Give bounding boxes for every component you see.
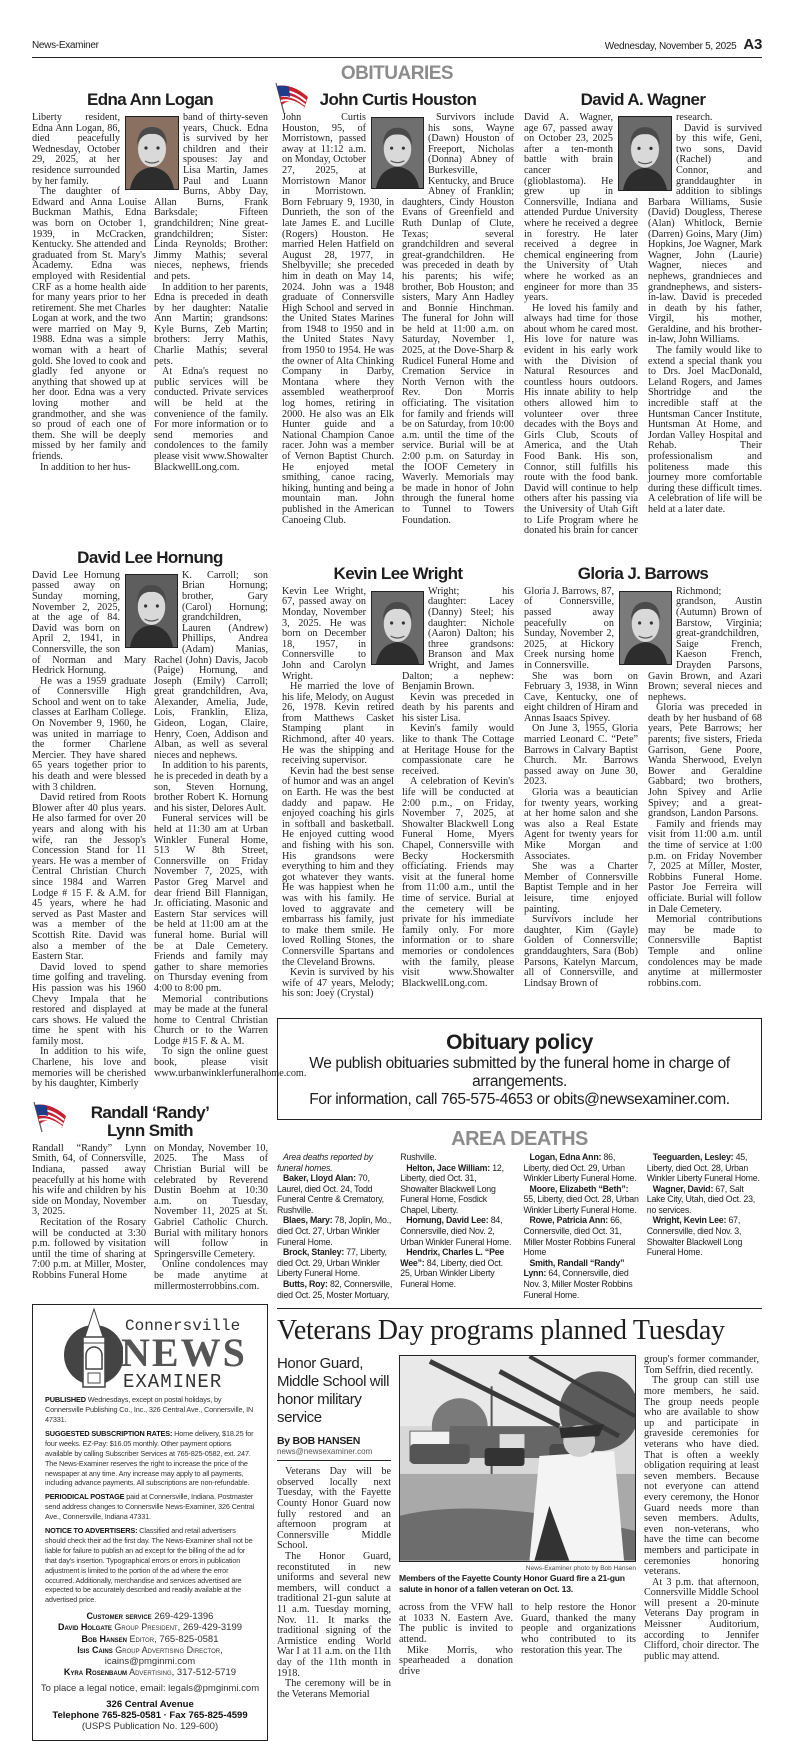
photo-credit: News-Examiner photo by Bob Hansen (525, 1565, 636, 1573)
portrait-photo-david-wagner (618, 116, 672, 191)
contact-role: Group President (111, 1622, 178, 1633)
obituary-paragraph: Liberty resident, Edna Ann Logan, 86, died peacefully Wednesday, October 29, 2025, at her residence surrounded by her family. (32, 112, 120, 187)
story-column-1 (277, 1467, 391, 1700)
legal-notice-info: To place a legal notice, email: legals@pmginmi.com (40, 1682, 260, 1694)
contact-line (33, 1667, 267, 1678)
contact-name: Isis Cains (77, 1644, 113, 1655)
obituary-paragraph: In addition to his wife, Charlene, his love and memories will be cherished by his daughter, Kimberly (32, 1046, 146, 1090)
deceased-name: Wagner, David: (652, 1183, 714, 1194)
right-column (277, 543, 762, 1701)
staff-contacts (33, 1611, 267, 1732)
portrait-image (620, 592, 671, 664)
obituary-section-randall-smith (32, 1104, 268, 1292)
portrait-image (126, 575, 177, 647)
honor-guard-photo-image (400, 1356, 635, 1561)
deceased-name: Butts, Roy: (283, 1279, 328, 1290)
office-phone-fax: Telephone 765-825-0581 · Fax 765-825-4599 (52, 1709, 248, 1721)
deceased-name: Brock, Stanley: (283, 1247, 345, 1258)
obituary-paragraph: Recitation of the Rosary will be conducted at 3:30 p.m. followed by visitation until the time of sharing at 7:00 p.m. at Miller, Moster, Robbins Funeral Home (32, 1217, 146, 1281)
policy-title: Obituary policy (446, 1030, 593, 1054)
page-number: A3 (743, 36, 762, 53)
death-details: 82, Connersville, died Oct. 25, Moster Mortuary, Rushville. (277, 1151, 437, 1300)
story-byline (277, 1435, 391, 1457)
portrait-image (372, 592, 423, 664)
obituary-paragraph: At Edna's request no public services will be conducted. Private services will be held at the convenience of the family. For more information or to send memories and condolences to the family please visit www.Showalter BlackwellLong.com. (154, 366, 268, 473)
portrait-photo-david-hornung (125, 574, 178, 648)
obituary-paragraph: Online condolences may be made anytime at millermosterrobbins.com. (154, 1259, 268, 1292)
section-title: OBITUARIES (340, 63, 454, 84)
portrait-image (619, 117, 671, 190)
obituary-paragraph: He was a 1959 graduate of Connersville High School and went on to take classes at Earlham College. On November 9, 1960, he was united in marriage to the former Charlene Mercier. They have shared 65 years together prior to his death and were blessed with 3 children. (32, 675, 146, 793)
area-death-entry (647, 1152, 762, 1184)
contact-role: Editor (127, 1633, 155, 1644)
area-death-entry (400, 1163, 515, 1216)
obituary-paragraph: She was born on February 3, 1938, in Winn Cave, Kentucky, one of eight children of Hiram and Annas Isaacs Spivey. (524, 670, 638, 724)
obit-heading-line2: Lynn Smith (107, 1120, 193, 1140)
story-column-3 (521, 1603, 636, 1677)
obituary-paragraph: Wright; his daughter: Lacey (Danny) Steel; his daughter: Nichole (Aaron) Dalton; his three grandsons: Branson and Max Wright, and James Dalton; a nephew: Benjamin Brown. (402, 585, 514, 693)
area-death-entry (524, 1184, 639, 1216)
obituary-body-slot (32, 113, 268, 473)
obituary-paragraph: Kevin Lee Wright, 67, passed away on Monday, November 3, 2025. He was born on December 18, 1957, in Connersville to John and Carolyn Wright. (282, 585, 366, 682)
obituary-paragraph: Kevin's family would like to thank The Cottage at Heritage House for the compassionate care he received. (402, 723, 514, 777)
obituary-section-edna-logan (32, 85, 268, 473)
contact-role: Group Advertising Director (112, 1644, 221, 1655)
obituary-paragraph: Randall “Randy” Lynn Smith, 64, of Connersville, Indiana, passed away peacefully at his home with his wife and children by his side on Monday, November 3, 2025. (32, 1142, 146, 1218)
obituary-paragraph: David is survived by this wife, Geni, two sons, David (Rachel) and Connor, and granddaughter in addition to siblings Barbara Williams, Susie (David) Dougless, Therese (Alan) Whitlock, Bernie (Darren) Goins, Mary (Jim) Hopkins, Joe Wagner, Mark Wagner, John (Laurie) Wagner, nieces and nephews, grandnieces and grandnephews, and sisters-in-law. David is preceded in death by his father, Virgil, his mother, Geraldine, and his brother-in-law, John Williams. (648, 122, 762, 346)
obituary-paragraph: Kevin is survived by his wife of 47 years, Melody; his son: Joey (Crystal) (282, 967, 394, 1000)
story-headline: Veterans Day programs planned Tuesday (277, 1315, 725, 1347)
area-death-entry (524, 1215, 639, 1257)
contact-name: Kyra Rosenbaum (63, 1667, 128, 1678)
obituary-paragraph: John Curtis Houston, 95, of Morristown, passed away at 11:12 a.m. on Monday, October 27, 2025, at Morristown Manor in Morristown. Born February 9, 1930, in Dunrieth, the son of the late James E. and Lucille (Rogers) Houston. He married Helen Hatfield on August 28, 1977, in Shelbyville; she preceded him in death on May 14, 2024. John was a 1948 graduate of Connersville High School and served in the United States Marines from 1948 to 1950 and in the United States Navy from 1950 to 1954. He was the owner of Alta Chinking Company in Darby, Montana where they assembled weatherproof log homes, retiring in 2000. He also was an Elk Hunter guide and a National Champion Canoe racer. John was a member of Vernon Baptist Church. He enjoyed metal smithing, canoe racing, hiking, hunting and being a mountain man. John published in the American Canoeing Club. (282, 112, 394, 526)
area-death-entry (524, 1258, 639, 1300)
death-details: 67, Connersville, died Nov. 3, Showalter Blackwell Long Funeral Home. (646, 1215, 743, 1258)
area-death-entry (524, 1152, 639, 1184)
page-lower-row (32, 543, 762, 1741)
obituary-gloria-barrows (524, 587, 762, 990)
obituary-section-kevin-wright (282, 543, 514, 1000)
obituary-kevin-wright (282, 587, 514, 1000)
area-death-entry (647, 1184, 762, 1216)
obituary-section-david-hornung (32, 547, 307, 1090)
policy-text-line1: We publish obituaries submitted by the funeral home in charge of arrangements. (309, 1054, 730, 1090)
story-paragraph: The ceremony will be in the Veterans Memorial (277, 1678, 391, 1700)
area-death-entry (400, 1247, 515, 1289)
obituary-column (32, 1144, 146, 1292)
deceased-name: Moore, Elizabeth “Beth”: (529, 1183, 629, 1194)
portrait-image (372, 118, 423, 188)
story-left-stack (277, 1355, 391, 1700)
paper-name: News-Examiner (32, 40, 99, 51)
deceased-name: Teeguarden, Lesley: (652, 1151, 734, 1162)
flag-graphic (32, 1102, 70, 1132)
paragraph-text: paid at Connersville, Indiana. Postmaster send address changes to Connersville News-Examiner, 326 Central Ave., Connersville, Indiana 47331. (45, 1492, 255, 1522)
contact-role: Advertising (127, 1667, 172, 1678)
story-paragraph: At 3 p.m. that afternoon, Connersville Middle School will present a 20-minute Veterans Day program in Meissner Auditorium, according to Jennifer Clifford, choir director. The public may attend. (644, 1576, 759, 1662)
contact-line (33, 1645, 267, 1667)
obit-heading-david-hornung: David Lee Hornung (77, 547, 223, 567)
obituary-paragraph: Family and friends may visit from 11:00 a.m. until the time of service at 1:00 p.m. on Friday November 7, 2025 at Miller, Moster, Robbins Funeral Home. Pastor Joe Ferreira will officiate. Burial will follow in Dale Cemetery. (648, 818, 762, 915)
obituary-body-slot (32, 569, 307, 1090)
story-middle-columns (399, 1603, 636, 1677)
story-paragraph: across from the VFW hall at 1033 N. Eastern Ave. The public is invited to attend. (399, 1602, 513, 1645)
portrait-photo-gloria-barrows (619, 591, 672, 665)
obituary-paragraph: Memorial contributions may be made at the funeral home to Central Christian Church or to the Warren Lodge #15 F. & A. M. (154, 993, 268, 1047)
obit-heading-kevin-wright: Kevin Lee Wright (333, 563, 463, 583)
portrait-photo-kevin-wright (371, 591, 424, 665)
paragraph-lead: PERIODICAL POSTAGE (45, 1492, 125, 1502)
obituaries-row-1 (32, 85, 762, 537)
obituary-paragraph: Richmond; grandson, Austin (Autumn) Brown of Barstow, Virginia; great-grandchildren, Saige French, Kaeson French, Drayden Parsons, Gavin Brown, and Azari Brown; several nieces and nephews. (648, 585, 762, 703)
story-paragraph: to help restore the Honor Guard, thanked the many people and organizations who contributed to its restoration this year. The (521, 1602, 636, 1656)
death-details: 84, Liberty, died Oct. 25, Urban Winkler Liberty Funeral Home. (400, 1257, 503, 1290)
area-death-entry (647, 1215, 762, 1257)
obituary-paragraph: He married the love of his life, Melody, on August 26, 1978. Kevin retired from Matthews Casket Stamping plant in Richmond, after 40 years. He was the shipping and receiving supervisor. (282, 681, 394, 767)
contact-info: 269-429-1396 (151, 1611, 214, 1623)
obituary-policy-box (277, 1018, 762, 1120)
story-column-2 (399, 1603, 513, 1677)
contact-info: , 765-825-0581 (154, 1633, 219, 1645)
logo-news: NEWS (121, 1330, 247, 1376)
area-deaths-list (277, 1152, 762, 1300)
honor-guard-photo (399, 1355, 636, 1562)
obituary-paragraph: research. (676, 112, 713, 123)
contact-name: Customer service (86, 1611, 152, 1622)
contact-name: David Holgate (57, 1622, 112, 1633)
contact-line (33, 1634, 267, 1645)
obituary-column (154, 1144, 268, 1292)
portrait-image (126, 117, 178, 189)
obituary-paragraph: Gloria J. Barrows, 87, of Connersville, passed away peacefully on Sunday, November 2, 2025, at Hickory Creek nursing home in Connersville. (524, 585, 614, 671)
obituary-paragraph: Gloria was preceded in death by her husband of 68 years, Pete Barrows; her parents; five sisters, Frieda Garrison, Gene Poore, Wanda Sherwood, Evelyn Bower and Geraldine Gabbard; two brothers, John Spivey and Arlie Spivey; and a great-grandson, Landon Parsons. (648, 702, 762, 820)
portrait-photo-edna-logan (125, 116, 179, 190)
contact-name: Bob Hansen (81, 1633, 127, 1644)
obituary-paragraph: Funeral services will be held at 11:30 am at Urban Winkler Funeral Home, 513 W 8th Street, Connersville on Friday November 7, 2025, with Pastor Greg Marvel and dear friend Bill Flannigan, Jr. officiating. Masonic and Eastern Star services will be held at 11:00 am at the funeral home. Burial will be at Dale Cemetery. Friends and family may gather to share memories on Thursday evening from 4:00 to 8:00 pm. (154, 813, 268, 994)
obituary-paragraph: In addition to his parents, he is preceded in death by a son, Steven Hornung, brother Robert K. Hornung and his sister, Delores Ault. (154, 760, 268, 814)
byline-author: By BOB HANSEN (277, 1435, 361, 1448)
obituary-paragraph: He loved his family and always had time for those about whom he cared most. His love for nature was evident in his early work with the Division of Natural Resources and countless hours outdoors. His innate ability to help others allowed him to volunteer over three decades with the Boys and Girls Club, Scouts of America, and the Utah Food Bank. His son, Connor, still fulfills his route with the food bank. David will continue to help others after his passing via the University of Utah Gift to Life Program where he donated his brain for cancer (524, 302, 638, 537)
obituary-paragraph: Gloria was a beautician for twenty years, working at her home salon and she was also a Real Estate Agent for twenty years for Mike Morgan and Associates. (524, 787, 638, 862)
logo-examiner: EXAMINER (123, 1371, 223, 1394)
obituary-paragraph: The daughter of Edward and Anna Louise Buckman Mathis, Edna was born on October 1, 1939, in McCracken, Kentucky. She attended and graduated from St. Mary's Academy. Edna was employed with Residential CRF as a home health aide for many years prior to her retirement. She met Charles Logan at work, and the two were married on May 9, 1988. Edna was a simple woman with a heart of gold. She loved to cook and gladly fed anyone or anything that showed up at her door. Edna was a very loving mother and grandmother, and she was so proud of each one of them. She will be deeply missed by her family and friends. (32, 186, 146, 462)
obituary-paragraph: David retired from Roots Blower after 40 plus years. He also farmed for over 20 years and along with his wife, ran the Jessop's Concession Stand for 11 years. He was a member of Central Christian Church since 1984 and Warren Lodge # 15 F. & A.M. for 45 years, where he had served as Past Master and was a member of the Scottish Rite. David was also a member of the Eastern Star. (32, 792, 146, 963)
obituary-paragraph: To sign the online guest book, please visit www.urbanwinklerfuneralhome.com. (154, 1046, 307, 1079)
deceased-name: Helton, Jace William: (406, 1162, 490, 1173)
obituary-paragraph: Survivors include her daughter, Kim (Gayle) Golden of Connersville; granddaughters, Sara (Bob) Parsons, Katelyn Marcum, all of Connersville, and Lindsay Brown of (524, 914, 638, 989)
photo-caption: Members of the Fayette County Honor Guard fire a 21-gun salute in honor of a fallen veteran on Oct. 13. (399, 1573, 625, 1595)
story-paragraph: The Honor Guard, reconstituted in new uniforms and several new members, will conduct a traditional 21-gun salute at 11 a.m. Tuesday morning, Nov. 11. It marks the traditional signing of the Armistice ending World War I at 11 a.m. on the 11th day of the 11th month in 1918. (277, 1550, 391, 1679)
obituary-paragraph: David loved to spend time golfing and traveling. His passion was his 1960 Chevy Impala that he restored and displayed at cars shows. He valued the time he spent with his family most. (32, 961, 146, 1047)
death-details: 70, Laurel, died Oct. 24, Todd Funeral Centre & Crematory, Rushville. (277, 1173, 384, 1215)
death-details: 67, Salt Lake City, Utah, died Oct. 23, no services. (646, 1183, 756, 1215)
area-death-entry (277, 1215, 392, 1247)
obituary-paragraph: A celebration of Kevin's life will be conducted at 2:00 p.m., on Friday, November 7, 2025, at Showalter Blackwell Long Funeral Home, Myers Chapel, Connersville with Becky Hockersmith officiating. Friends may visit at the funeral home from 11:00 a.m., until the time of service. Burial at the cemetery will be private for his immediate family only. For more information or to share memories or condolences with the family, please visit www.Showalter BlackwellLong.com. (402, 776, 514, 989)
obituary-body-slot (282, 113, 514, 526)
deceased-name: Baker, Lloyd Alan: (283, 1173, 356, 1184)
obit-heading-david-wagner: David A. Wagner (580, 90, 706, 109)
paragraph-lead: NOTICE TO ADVERTISERS: (45, 1526, 138, 1536)
area-death-entry (400, 1215, 515, 1247)
publication-paragraph (45, 1395, 257, 1425)
story-paragraph: The group can still use more members, he said. The group needs people who are available to show up and participate in graveside ceremonies for veterans who have died. That is often a weekly obligation requiring at least seven members. Because not everyone can attend every ceremony, the Honor Guard needs more than seven members. Adults, even non-veterans, who have the time can become members and participate in ceremonies honoring veterans. (644, 1375, 759, 1578)
deceased-name: Wright, Kevin Lee: (652, 1215, 727, 1226)
deceased-name: Hendrix, Charles L. “Pee Wee”: (400, 1247, 505, 1268)
publication-info (45, 1395, 257, 1605)
deceased-name: Hornung, David Lee: (406, 1215, 489, 1226)
obituaries-row-2 (277, 543, 762, 1000)
area-death-entry (277, 1173, 392, 1215)
contact-info: , 269-429-3199 (177, 1622, 243, 1634)
obit-heading-line1: Randall ‘Randy’ (90, 1102, 210, 1122)
obituary-edna-logan (32, 113, 268, 473)
death-details: 78, Joplin, Mo., died Oct. 27, Urban Winkler Funeral Home. (277, 1215, 392, 1247)
obituary-paragraph: Kevin was preceded in death by his parents and his sister Lisa. (402, 691, 514, 724)
obituary-john-houston (282, 113, 514, 526)
contact-line (33, 1611, 267, 1622)
deceased-name: Rowe, Patricia Ann: (529, 1215, 608, 1226)
area-death-entry (277, 1247, 392, 1279)
publication-paragraph (45, 1429, 257, 1488)
policy-text-line2: For information, call 765-575-4653 or obits@newsexaminer.com. (309, 1090, 730, 1108)
obituary-body-slot (282, 587, 514, 1000)
courthouse-tower-logo-icon (61, 1307, 123, 1389)
obit-heading-randall-smith (32, 1104, 268, 1140)
byline-rule (277, 1460, 391, 1461)
obit-heading-john-houston-wrap (282, 91, 514, 109)
contact-line (33, 1622, 267, 1633)
obituary-body-slot (32, 1144, 268, 1292)
portrait-photo-john-houston (371, 117, 424, 189)
death-details: 45, Liberty, died Oct. 28, Urban Winkler Liberty Funeral Home. (646, 1151, 760, 1184)
death-details: 64, Connersville, died Nov. 3, Miller Moster Robbins Funeral Home. (523, 1268, 633, 1300)
issue-date: Wednesday, November 5, 2025 (604, 41, 737, 52)
paragraph-text: Wednesdays, except on postal holidays, by Connersville Publishing Co., Inc., 326 Central Ave., Connersville, IN 47331. (45, 1395, 254, 1424)
obituary-paragraph: Kevin had the best sense of humor and was an angel on Earth. He was the best daddy and papaw. He enjoyed coaching his girls in softball and basketball. He enjoyed cutting wood and fishing with his son. His grandsons were everything to him and they got whatever they wants. He was happiest when he was with his family. He loved to aggravate and embarrass his family, just to make them smile. He loved Rolling Stones, the Connersville Spartans and the Cleveland Browns. (282, 765, 394, 968)
obituary-david-wagner (524, 113, 762, 537)
newspaper-masthead-box (32, 1304, 268, 1741)
obit-heading-john-houston: John Curtis Houston (319, 90, 477, 109)
obituary-section-john-houston (282, 85, 514, 526)
paragraph-text: Classified and retail advertisers should check their ad the first day. The News-Examiner shall not be liable for failure to publish an ad except for the billing of the ad for that day's insertion. Typographical errors or errors in publication adjustment is limited to the portion of the ad where the error occurred. Additionally, merchandise and services advertised are expected to be accurately described and readily available at the advertised price. (45, 1526, 253, 1605)
page-content (32, 63, 762, 1741)
obituary-david-hornung (32, 569, 307, 1090)
obituary-paragraph: band of thirty-seven years, Chuck. Edna is survived by her children and their spouses: Jay and Lisa Martin, James Paul and Luann Burns, Abby Day, Allan Burns, Frank Barksdale; Fifteen grandchildren; Nine great-grandchildren; Sister: Linda Reynolds; Brother: Jimmy Mathis; several nieces, nephews, friends and pets. (154, 112, 268, 282)
area-deaths-intro: Area deaths reported by funeral homes. (277, 1151, 373, 1173)
paragraph-lead: SUGGESTED SUBSCRIPTION RATES: (45, 1428, 173, 1438)
death-details: 66, Connersville, died Oct. 31, Miller Moster Robbins Funeral Home (523, 1215, 636, 1258)
story-paragraph: Mike Morris, who spearheaded a donation drive (399, 1644, 513, 1677)
publication-paragraph (45, 1492, 257, 1522)
page-info (605, 36, 762, 53)
american-flag-icon (32, 1102, 70, 1132)
obituary-body-slot (524, 113, 762, 537)
obituary-paragraph: The family would like to extend a special thank you to Drs. Joel MacDonald, Leland Rogers, and James Shortridge and the incredible staff at the Huntsman Cancer Institute, Huntsman At Home, and Jordan Valley Hospital and Rehab. Their professionalism and politeness made this journey more comfortable during these difficult times. A celebration of life will be held at a later date. (648, 345, 762, 515)
byline-email: news@newsexaminer.com (277, 1447, 373, 1457)
newspaper-logo (33, 1305, 267, 1395)
obituary-paragraph: K. Carroll; son Brian Hornung; brother, Gary (Carol) Hornung; grandchildren, Lauren (Andrew) Phillips, Andrea (Adam) Manias, Rachel (John) Davis, Jacob (Paige) Hornung, and Joseph (Emily) Carroll; great grandchildren, Ava, Alexander, Amelia, Jude, Lois, Franklin, Eliza, Gideon, Logan, Claire, Henry, Coen, Addison and Alban, as well as several nieces and nephews. (154, 569, 268, 761)
story-subhead: Honor Guard, Middle School will honor military service (277, 1355, 390, 1427)
story-paragraph: Veterans Day will be observed locally next Tuesday, with the Fayette County Honor Guard now fully restored and an afternoon program at Connersville Middle School. (277, 1466, 391, 1552)
contact-info: , icains@pmginmi.com (104, 1644, 223, 1668)
death-details: 77, Liberty, died Oct. 29, Urban Winkler Liberty Funeral Home. (277, 1247, 387, 1279)
obituary-section-gloria-barrows (524, 543, 762, 990)
deceased-name: Logan, Edna Ann: (529, 1151, 602, 1162)
usps-number: (USPS Publication No. 129-600) (81, 1721, 219, 1733)
obituary-paragraph: In addition to her hus- (40, 461, 131, 473)
contact-lines (33, 1611, 267, 1678)
paragraph-text: Home delivery, $18.25 for four weeks. EZ-Pay: $16.05 monthly. Other payment options available by calling Subscriber Services at 765-825-0582, ext. 247. The News-Examiner reserves the right to increase the price of the newspaper at any time. Any increase may apply to all payments, including advance payments. All subscriptions are non-refundable. (45, 1428, 254, 1488)
obituary-paragraph: On June 3, 1955, Gloria married Leonard C. “Pete” Barrows in Calvary Baptist Church. Mr. Barrows passed away on June 30, 2023. (524, 723, 638, 788)
american-flag-icon (274, 83, 312, 113)
death-details: 55, Liberty, died Oct. 28, Urban Winkler Liberty Funeral Home. (523, 1194, 639, 1215)
contact-info: , 317-512-5719 (171, 1667, 237, 1679)
death-details: 84, Connersville, died Nov. 2, Urban Winkler Funeral Home. (400, 1215, 512, 1247)
flag-graphic (274, 83, 312, 113)
obituary-paragraph: David Lee Hornung passed away on Sunday morning, November 2, 2025, at the age of 84. David was born on April 2, 1941, in Connersville, the son of Norman and Mary Hedrick Hornung. (32, 569, 146, 677)
obituary-body-slot (524, 587, 762, 990)
story-paragraph: group's former commander, Tom Seffrin, died recently. (644, 1354, 759, 1376)
logo-town: Connersville (125, 1317, 241, 1336)
obituary-section-david-wagner (524, 85, 762, 537)
death-details: 86, Liberty, died Oct. 29, Urban Winkler Liberty Funeral Home. (523, 1151, 637, 1184)
obituary-paragraph: In addition to her parents, Edna is preceded in death by her daughter: Natalie Ann Martin; grandsons: Kyle Burns, Zeb Martin; brothers: Jerry Mathis, Charlie Mathis; several pets. (154, 281, 268, 367)
obituary-paragraph: on Monday, November 10, 2025. The Mass of Christian Burial will be celebrated by Reverend Dustin Boehm at 10:30 a.m. on Tuesday, November 11, 2025 at St. Gabriel Catholic Church. Burial with military honors will follow in Springersville Cemetery. (154, 1142, 268, 1260)
deceased-name: Blaes, Mary: (283, 1215, 333, 1226)
obituary-paragraph: Memorial contributions may be made to Connersville Baptist Temple and online condolences may be made anytime at millermoster robbins.com. (648, 914, 762, 989)
death-details: 12, Liberty, died Oct. 31, Showalter Blackwell Long Funeral Home, Fosdick Chapel, Liberty. (400, 1162, 504, 1215)
obituary-paragraph: Survivors include his sons, Wayne (Dawn) Houston of Freeport, Nicholas (Donna) Abney of Burkesville, Kentucky, and Bruce Abney of Franklin; daughters, Cindy Houston Evans of Greenfield and Ruth Dunlap of Clute, Texas; several grandchildren and several great-grandchildren. He was preceded in death by his parents; his wife; brother, Bob Houston; and sisters, Mary Ann Hadley and Bonnie Hinchman. The funeral for John will be held at 11:00 a.m. on Saturday, November 1, 2025, at the Dove-Sharp & Rudicel Funeral Home and Cremation Service in North Vernon with the Rev. Don Morris officiating. The visitation for family and friends will be on Saturday, from 10:00 a.m. until the time of the service. Burial will be at 2:00 p.m. on Saturday in the IOOF Cemetery in Waverly. Memorials may be made in honor of John through the funeral home to Tunnel to Towers Foundation. (402, 112, 514, 526)
obituary-column (32, 571, 146, 1090)
area-deaths-title: AREA DEATHS (451, 1127, 588, 1150)
story-rule (277, 1308, 762, 1309)
story-column-4 (644, 1355, 759, 1662)
obituary-paragraph: David A. Wagner, age 67, passed away on October 23, 2025 after a ten-month battle with brain cancer (glioblastoma). He grew up in Connersville, Indiana and attended Purdue University where he received a degree in forestry. He later received a degree in chemical engineering from the University of Utah where he worked as an engineer for more than 35 years. (524, 112, 638, 304)
header-rule (32, 57, 762, 58)
deceased-name: Smith, Randall “Randy” Lynn: (523, 1257, 625, 1279)
obituary-column (154, 569, 307, 1090)
office-address: 326 Central Avenue (106, 1698, 194, 1710)
obituary-randall-smith (32, 1144, 268, 1292)
obit-heading-gloria-barrows: Gloria J. Barrows (577, 563, 709, 583)
obit-heading-edna-logan: Edna Ann Logan (86, 90, 213, 109)
obituary-paragraph: She was a Charter Member of Connersville Baptist Temple and in her leisure, time enjoyed painting. (524, 861, 638, 915)
story-body (277, 1355, 762, 1700)
publication-paragraph (45, 1526, 257, 1605)
paragraph-lead: PUBLISHED (45, 1395, 86, 1405)
story-middle-stack (399, 1355, 636, 1677)
